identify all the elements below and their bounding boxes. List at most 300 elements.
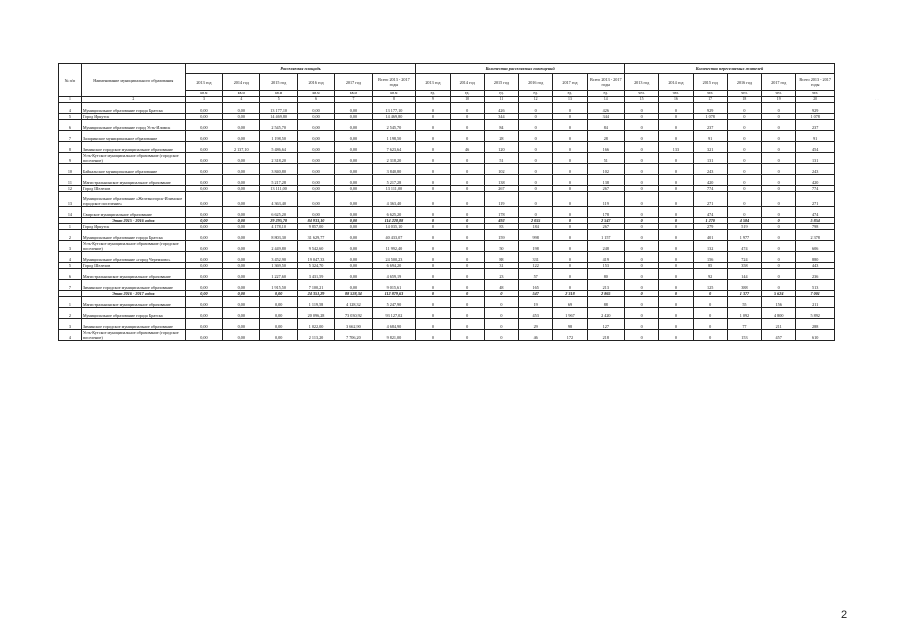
table-cell: 929 [796,103,835,114]
table-cell: 0 [625,114,659,120]
table-cell: 0,00 [335,252,372,263]
table-cell: 0 [416,207,450,218]
table-cell: 0,00 [223,192,260,207]
table-cell: 0,00 [185,263,222,269]
row-number: 4 [59,252,82,263]
table-cell: 0 [450,280,484,291]
municipality-name: Муниципальное образование «Железногорск-Илимское городское поселение» [81,192,185,207]
table-cell: 14 469,80 [372,114,416,120]
table-cell: 102 [587,164,624,175]
header-unit-area: кв.м [297,91,334,97]
table-cell: 84 [484,120,518,131]
table-row [59,142,835,153]
table-cell: 0 [519,131,553,142]
table-cell: 0 [727,164,761,175]
table-cell: 0 [762,269,796,280]
column-number: 5 [260,97,297,103]
table-cell: 0 [519,120,553,131]
column-number: 12 [519,97,553,103]
table-cell: 125 [693,280,727,291]
table-cell: 156 [693,252,727,263]
table-cell: 55 [727,297,761,308]
table-cell: 0 [625,120,659,131]
table-cell: 271 [693,192,727,207]
table-cell: 3 662,90 [335,319,372,330]
table-cell: 24 351,29 [297,291,334,297]
table-cell: 178 [587,207,624,218]
table-cell: 1 967 [553,308,587,319]
table-cell: 13 177,10 [260,103,297,114]
table-cell: 0 [693,291,727,297]
row-number: 5 [59,263,82,269]
table-cell: 114 228,88 [372,218,416,224]
table-cell: 218 [587,330,624,341]
table-cell: 166 [587,142,624,153]
table-cell: 237 [693,120,727,131]
table-cell: 14 035,10 [372,224,416,230]
table-cell: 0 [519,142,553,153]
table-cell: 426 [587,103,624,114]
table-cell: 0 [450,175,484,186]
header-year-people: 2015 год [693,74,727,91]
table-cell: 0,00 [335,186,372,192]
table-cell: 0 [553,224,587,230]
table-cell: 0 [519,192,553,207]
table-cell: 0 [625,297,659,308]
table-cell: 0 [416,114,450,120]
row-number: 11 [59,175,82,186]
table-cell: 0,00 [223,252,260,263]
table-cell: 0,00 [223,241,260,252]
table-cell: 0,00 [335,263,372,269]
table-cell: 0 [727,192,761,207]
table-cell: 0,00 [185,142,222,153]
header-year-rooms: 2013 год [416,74,450,91]
header-year-rooms: 2015 год [484,74,518,91]
table-cell: 0 [450,330,484,341]
table-cell: 798 [796,224,835,230]
header-unit-area: кв.м [223,91,260,97]
table-row [59,308,835,319]
table-cell: 102 [484,164,518,175]
table-row [59,207,835,218]
table-cell: 0,00 [185,230,222,241]
table-cell: 0,00 [185,192,222,207]
header-year-area: 2013 год [185,74,222,91]
municipality-name: Усть-Кутское муниципальное образование (городское поселение) [81,330,185,341]
table-cell: 2 378 [796,230,835,241]
table-cell: 0 [659,114,693,120]
table-cell: 0 [762,186,796,192]
row-number: 7 [59,131,82,142]
table-cell: 77 [727,319,761,330]
table-cell: 4 363,40 [372,192,416,207]
table-cell: 0 [762,207,796,218]
table-cell: 0,00 [297,153,334,164]
row-number: 2 [59,230,82,241]
table-cell: 0 [727,131,761,142]
table-cell: 0 [416,142,450,153]
table-cell: 0 [625,164,659,175]
table-cell: 11 992,40 [372,241,416,252]
table-cell: 0 [659,153,693,164]
row-number: 2 [59,308,82,319]
table-cell: 119 [484,192,518,207]
table-cell: 80 [587,269,624,280]
table-row [59,192,835,207]
table-cell: 0,00 [185,224,222,230]
table-cell: 0,00 [260,308,297,319]
table-cell: 0 [553,230,587,241]
table-cell: 1 078 [796,114,835,120]
table-cell: 0,00 [223,308,260,319]
table-cell: 0,00 [335,207,372,218]
table-cell: 1 157 [587,230,624,241]
table-cell: 0 [659,241,693,252]
table-cell: 0,00 [223,218,260,224]
table-cell: 0 [553,120,587,131]
header-year-rooms: 2017 год [553,74,587,91]
table-cell: 83 [484,224,518,230]
table-cell: 0 [450,120,484,131]
table-cell: 20 096,28 [297,308,334,319]
table-cell: 0,00 [335,103,372,114]
table-cell: 0 [625,131,659,142]
table-cell: 0 [450,192,484,207]
table-cell: 0,00 [185,207,222,218]
table-cell: 57 [519,269,553,280]
header-year-rooms: 2014 год [450,74,484,91]
table-cell: 178 [484,207,518,218]
table-cell: 0,00 [185,252,222,263]
table-cell: 474 [693,207,727,218]
scan-artifact: · · [875,97,879,102]
table-cell: 547 [519,291,553,297]
table-cell: 5 892 [796,308,835,319]
table-cell: 0 [659,269,693,280]
table-cell: 0 [416,297,450,308]
table-cell: 0,00 [297,120,334,131]
table-cell: 3 431,59 [297,269,334,280]
table-cell: 0 [450,103,484,114]
table-cell: 0,00 [185,280,222,291]
row-number: 1 [59,224,82,230]
table-cell: 0 [727,207,761,218]
table-cell: 0,00 [185,164,222,175]
table-cell: 0 [450,319,484,330]
municipality-name: Город Иркутск [81,114,185,120]
header-unit-rooms: ед. [484,91,518,97]
table-cell: 6 694,20 [372,263,416,269]
column-number: 8 [372,97,416,103]
table-cell: 0 [625,308,659,319]
table-cell: 2 137,10 [223,142,260,153]
table-cell: 0 [625,153,659,164]
table-cell: 0 [519,207,553,218]
table-cell: 0,00 [297,142,334,153]
table-cell: 331 [519,252,553,263]
header-group-people: Количество переселяемых жителей [625,64,835,74]
table-cell: 0 [553,114,587,120]
table-cell: 0 [727,114,761,120]
table-cell: 84 933,10 [297,218,334,224]
table-cell: 0,00 [335,175,372,186]
table-cell: 0 [625,280,659,291]
header-year-people: 2014 год [659,74,693,91]
row-number: 12 [59,186,82,192]
table-cell: 0 [762,175,796,186]
table-cell: 1 270 [693,218,727,224]
table-cell: 0 [553,280,587,291]
header-num: № п/п [59,64,82,97]
table-cell: 0 [659,131,693,142]
table-cell: 288 [796,319,835,330]
table-cell: 267 [587,224,624,230]
table-cell: 237 [796,120,835,131]
table-cell: 0,00 [185,241,222,252]
table-cell: 0 [450,308,484,319]
table-cell: 0 [484,297,518,308]
table-cell: 0 [762,192,796,207]
table-row [59,103,835,114]
table-cell: 0 [625,175,659,186]
column-number: 1 [59,97,82,103]
row-number: 3 [59,241,82,252]
table-cell: 184 [519,224,553,230]
table-cell: 112 879,63 [372,291,416,297]
table-cell: 0,00 [185,308,222,319]
municipality-name: Муниципальное образование города Братска [81,103,185,114]
table-cell: 0,00 [185,319,222,330]
header-group-area: Расселяемая площадь [185,64,416,74]
table-cell: 0 [727,142,761,153]
table-cell: 0 [553,269,587,280]
table-cell: 0,00 [335,153,372,164]
table-row [59,319,835,330]
row-number: 13 [59,192,82,207]
table-cell: 122 [519,263,553,269]
table-cell: 0 [762,280,796,291]
table-cell: 267 [587,186,624,192]
table-cell: 0,00 [223,131,260,142]
table-cell: 2 449,80 [260,241,297,252]
table-cell: 29 [519,319,553,330]
table-cell: 998 [519,230,553,241]
table-cell: 243 [796,164,835,175]
column-number: 6 [297,97,334,103]
column-number: 11 [484,97,518,103]
table-cell: 0 [762,218,796,224]
table-cell: 271 [796,192,835,207]
table-cell: 0 [450,252,484,263]
table-cell: 0 [553,103,587,114]
table-cell: 0 [553,142,587,153]
table-cell: 248 [587,241,624,252]
municipality-name: Город Иркутск [81,224,185,230]
table-cell: 243 [693,164,727,175]
table-cell: 0 [553,153,587,164]
table-cell: 474 [727,241,761,252]
column-number: 9 [416,97,450,103]
header-unit-people: чел. [659,91,693,97]
header-unit-people: чел. [762,91,796,97]
table-cell: 267 [484,186,518,192]
table-cell: 724 [727,252,761,263]
municipality-name: Город Шелехов [81,186,185,192]
table-cell: 13 111,00 [260,186,297,192]
municipality-name: Байкальское муниципальное образование [81,164,185,175]
column-number: 13 [553,97,587,103]
table-cell: 133 [659,142,693,153]
table-cell: 474 [796,207,835,218]
table-cell: 0 [659,280,693,291]
table-cell: 0 [762,164,796,175]
table-cell: 0 [450,263,484,269]
table-cell: 0,00 [223,297,260,308]
table-cell: 127 [587,319,624,330]
table-cell: 4 684,90 [372,319,416,330]
row-number: 14 [59,207,82,218]
table-cell: 0 [659,263,693,269]
table-cell: 88 528,34 [335,291,372,297]
table-cell: 0 [625,186,659,192]
table-cell: 48 [484,280,518,291]
table-cell: 0,00 [185,330,222,341]
table-cell: 0 [625,319,659,330]
table-cell: 5 854 [796,218,835,224]
table-cell: 3 840,80 [260,164,297,175]
table-cell: 85 [693,263,727,269]
table-row [59,120,835,131]
table-cell: 401 [693,230,727,241]
header-unit-rooms: ед. [416,91,450,97]
table-cell: 1 915,50 [260,280,297,291]
table-cell: 0 [416,230,450,241]
table-cell: 0,00 [297,164,334,175]
table-cell: 0 [693,330,727,341]
table-cell: 0,00 [297,207,334,218]
table-cell: 1 022,00 [297,319,334,330]
table-cell: 0,00 [185,103,222,114]
table-cell: 6 625,20 [260,207,297,218]
municipality-name: Свирское муниципальное образование [81,207,185,218]
table-cell: 0,00 [223,319,260,330]
table-cell: 1 198,50 [260,131,297,142]
table-cell: 0 [625,142,659,153]
table-cell: 4 363,40 [260,192,297,207]
table-row [59,280,835,291]
table-cell: 0,00 [185,297,222,308]
table-cell: 610 [796,330,835,341]
header-year-rooms: Всего 2013 - 2017 годы [587,74,624,91]
table-cell: 2 420 [587,308,624,319]
header-unit-people: чел. [625,91,659,97]
table-cell: 4 584 [727,218,761,224]
table-cell: 0,00 [223,153,260,164]
column-number: 16 [659,97,693,103]
table-cell: 492 [484,218,518,224]
header-unit-people: чел. [727,91,761,97]
table-cell: 774 [796,186,835,192]
table-cell: 0 [625,207,659,218]
table-cell: 0 [762,120,796,131]
table-row [59,330,835,341]
table-cell: 0,00 [185,269,222,280]
table-cell: 0 [625,269,659,280]
municipality-name: Магистральнинское муниципальное образование [81,297,185,308]
row-number: 1 [59,297,82,308]
table-cell: 138 [587,175,624,186]
table-cell: 0 [659,218,693,224]
table-cell: 0,00 [223,164,260,175]
table-cell: 9 821,00 [372,330,416,341]
table-cell: 0,00 [185,186,222,192]
table-cell: 420 [796,175,835,186]
table-cell: 0 [659,175,693,186]
table-cell: 0 [762,263,796,269]
table-cell: 454 [796,142,835,153]
table-cell: 0 [762,103,796,114]
table-cell: 9 542,60 [297,241,334,252]
table-cell: 0,00 [335,218,372,224]
table-cell: 0 [484,330,518,341]
table-cell: 0,00 [223,186,260,192]
table-cell: 0 [484,291,518,297]
table-cell: 0 [519,186,553,192]
header-year-area: 2017 год [335,74,372,91]
table-cell: 0,00 [297,131,334,142]
table-cell: 5 486,64 [260,142,297,153]
column-number: 17 [693,97,727,103]
column-number: 10 [450,97,484,103]
table-cell: 388 [727,280,761,291]
table-cell: 0 [450,153,484,164]
header-unit-area: кв.м [335,91,372,97]
table-cell: 69 [553,297,587,308]
table-cell: 0,00 [185,218,222,224]
table-cell: 0 [625,252,659,263]
table-cell: 144 [727,269,761,280]
table-cell: 0 [450,269,484,280]
table-cell: 198 [519,241,553,252]
table-cell: 0,00 [185,131,222,142]
table-cell: 5 217,28 [260,175,297,186]
table-cell: 2 318,20 [260,153,297,164]
municipality-name: Зиминское городское муниципальное образование [81,142,185,153]
header-unit-people: чел. [796,91,835,97]
table-cell: 3 452,90 [260,252,297,263]
table-cell: 0,00 [335,114,372,120]
table-cell: 88 [484,252,518,263]
table-cell: 0 [519,164,553,175]
header-name: Наименование муниципального образования [81,64,185,97]
table-cell: 2 545,70 [372,120,416,131]
table-cell: 0 [450,291,484,297]
table-cell: 7 623,64 [372,142,416,153]
table-cell: 420 [693,175,727,186]
table-cell: 3 840,80 [372,164,416,175]
table-cell: 0,00 [185,153,222,164]
row-number: 6 [59,120,82,131]
table-cell: 0 [553,218,587,224]
table-cell: 0,00 [223,280,260,291]
table-cell: 0 [450,114,484,120]
table-cell: 0 [519,175,553,186]
table-cell: 2 055 [519,218,553,224]
table-cell: 0 [450,131,484,142]
table-cell: 73 030,92 [335,308,372,319]
table-cell: 8 803,30 [260,230,297,241]
